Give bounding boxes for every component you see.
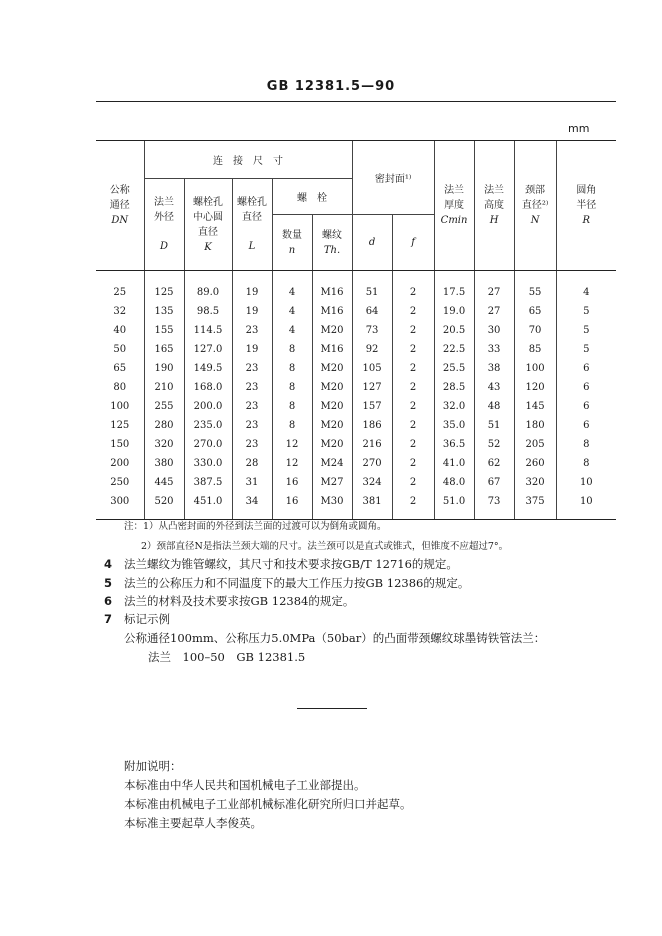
table-note-1: 注：1）从凸密封面的外径到法兰面的过渡可以为倒角或圆角。 — [124, 521, 387, 532]
clause-4: 4 法兰螺纹为锥管螺纹，其尺寸和技术要求按GB/T 12716的规定。 — [104, 557, 458, 571]
cell-thread: M16 — [312, 302, 352, 321]
cell-thickness: 51.0 — [434, 492, 474, 520]
cell-bolt-hole: 31 — [232, 473, 272, 492]
cell-seal-f: 2 — [392, 271, 434, 303]
cell-thread: M24 — [312, 454, 352, 473]
header-connection-dims: 连 接 尺 寸 — [144, 141, 352, 179]
cell-dn: 300 — [96, 492, 144, 520]
marking-example-code: 法兰 100–50 GB 12381.5 — [148, 650, 306, 664]
cell-bolt-hole: 34 — [232, 492, 272, 520]
cell-bolt-circle: 235.0 — [184, 416, 232, 435]
cell-bolt-qty: 4 — [272, 302, 312, 321]
cell-bolt-qty: 8 — [272, 340, 312, 359]
cell-height: 43 — [474, 378, 514, 397]
cell-bolt-circle: 168.0 — [184, 378, 232, 397]
cell-radius: 8 — [556, 435, 616, 454]
cell-radius: 8 — [556, 454, 616, 473]
cell-neck: 55 — [514, 271, 556, 303]
cell-thickness: 32.0 — [434, 397, 474, 416]
cell-height: 52 — [474, 435, 514, 454]
cell-radius: 5 — [556, 302, 616, 321]
cell-bolt-hole: 23 — [232, 321, 272, 340]
cell-neck: 260 — [514, 454, 556, 473]
cell-seal-f: 2 — [392, 416, 434, 435]
cell-thread: M20 — [312, 435, 352, 454]
cell-dn: 25 — [113, 287, 127, 298]
cell-thickness: 22.5 — [434, 340, 474, 359]
cell-neck: 375 — [514, 492, 556, 520]
section-divider — [297, 708, 367, 709]
cell-flange-od: 445 — [144, 473, 184, 492]
header-dn: 公称 通径 DN — [96, 141, 144, 271]
cell-seal-d: 105 — [352, 359, 392, 378]
cell-bolt-qty: 8 — [272, 397, 312, 416]
clause-6: 6 法兰的材料及技术要求按GB 12384的规定。 — [104, 594, 355, 608]
table-row — [96, 473, 616, 492]
cell-thickness: 36.5 — [434, 435, 474, 454]
cell-neck: 70 — [514, 321, 556, 340]
additional-note-line: 本标准由中华人民共和国机械电子工业部提出。 — [124, 778, 366, 792]
header-neck-diameter: 颈部 直径²⁾ N — [514, 141, 556, 271]
cell-bolt-hole: 23 — [232, 378, 272, 397]
standard-number: GB 12381.5—90 — [266, 79, 396, 94]
table-row — [96, 492, 616, 520]
cell-bolt-circle: 149.5 — [184, 359, 232, 378]
header-bolt-hole: 螺栓孔 直径 L — [232, 179, 272, 271]
cell-height: 48 — [474, 397, 514, 416]
cell-thickness: 48.0 — [434, 473, 474, 492]
table-row — [96, 359, 616, 378]
table-row — [96, 302, 616, 321]
header-seal-f: f — [392, 215, 434, 271]
cell-neck: 320 — [514, 473, 556, 492]
cell-thickness: 28.5 — [434, 378, 474, 397]
cell-thread: M30 — [312, 492, 352, 520]
unit-label: mm — [568, 122, 590, 135]
cell-thickness: 19.0 — [434, 302, 474, 321]
cell-neck: 65 — [514, 302, 556, 321]
cell-radius: 6 — [556, 416, 616, 435]
cell-seal-d: 381 — [352, 492, 392, 520]
header-bolt: 螺 栓 — [272, 179, 352, 215]
cell-height: 51 — [474, 416, 514, 435]
header-sealing-face: 密封面¹⁾ — [352, 141, 434, 215]
cell-seal-d: 270 — [352, 454, 392, 473]
cell-thickness: 35.0 — [434, 416, 474, 435]
cell-flange-od: 190 — [144, 359, 184, 378]
table-row — [96, 340, 616, 359]
cell-seal-f: 2 — [392, 359, 434, 378]
cell-flange-od: 520 — [144, 492, 184, 520]
cell-bolt-hole: 19 — [232, 271, 272, 303]
additional-note-line: 本标准主要起草人李俊英。 — [124, 816, 262, 830]
cell-neck: 100 — [514, 359, 556, 378]
cell-seal-f: 2 — [392, 340, 434, 359]
cell-bolt-qty: 8 — [272, 378, 312, 397]
cell-flange-od: 155 — [144, 321, 184, 340]
cell-radius: 6 — [556, 378, 616, 397]
cell-bolt-circle: 451.0 — [184, 492, 232, 520]
cell-thread: M20 — [312, 378, 352, 397]
cell-flange-od: 255 — [144, 397, 184, 416]
header-flange-thickness: 法兰 厚度 Cmin — [434, 141, 474, 271]
cell-thickness: 20.5 — [434, 321, 474, 340]
cell-thread: M20 — [312, 359, 352, 378]
cell-bolt-circle: 330.0 — [184, 454, 232, 473]
cell-neck: 205 — [514, 435, 556, 454]
cell-bolt-hole: 28 — [232, 454, 272, 473]
cell-dn: 150 — [110, 439, 130, 450]
cell-bolt-qty: 16 — [272, 492, 312, 520]
table-row — [96, 271, 616, 303]
cell-neck: 145 — [514, 397, 556, 416]
cell-seal-f: 2 — [392, 302, 434, 321]
cell-seal-f: 2 — [392, 397, 434, 416]
cell-bolt-circle: 89.0 — [184, 271, 232, 303]
cell-dn: 32 — [113, 306, 127, 317]
cell-bolt-circle: 387.5 — [184, 473, 232, 492]
cell-bolt-qty: 8 — [272, 359, 312, 378]
cell-height: 73 — [474, 492, 514, 520]
cell-radius: 6 — [556, 359, 616, 378]
flange-dimension-table — [96, 140, 616, 520]
cell-radius: 6 — [556, 397, 616, 416]
cell-thread: M16 — [312, 271, 352, 303]
cell-thickness: 41.0 — [434, 454, 474, 473]
header-seal-d: d — [352, 215, 392, 271]
cell-bolt-qty: 4 — [272, 321, 312, 340]
header-thread: 螺纹 Th. — [312, 215, 352, 271]
cell-neck: 85 — [514, 340, 556, 359]
cell-dn: 40 — [113, 325, 127, 336]
header-bolt-circle: 螺栓孔 中心圆 直径 K — [184, 179, 232, 271]
table-row — [96, 435, 616, 454]
cell-height: 30 — [474, 321, 514, 340]
cell-seal-d: 324 — [352, 473, 392, 492]
additional-notes-title: 附加说明： — [124, 759, 182, 773]
cell-seal-f: 2 — [392, 492, 434, 520]
cell-thread: M16 — [312, 340, 352, 359]
cell-dn: 200 — [110, 458, 130, 469]
cell-bolt-qty: 4 — [272, 271, 312, 303]
header-bolt-qty: 数量 n — [272, 215, 312, 271]
cell-flange-od: 165 — [144, 340, 184, 359]
cell-thread: M20 — [312, 416, 352, 435]
table-row — [96, 397, 616, 416]
cell-bolt-hole: 23 — [232, 435, 272, 454]
cell-dn: 50 — [113, 344, 127, 355]
cell-seal-d: 127 — [352, 378, 392, 397]
cell-dn: 250 — [110, 477, 130, 488]
cell-bolt-circle: 270.0 — [184, 435, 232, 454]
cell-radius: 10 — [556, 473, 616, 492]
cell-seal-f: 2 — [392, 435, 434, 454]
cell-bolt-hole: 23 — [232, 416, 272, 435]
cell-dn: 125 — [110, 420, 130, 431]
cell-bolt-circle: 200.0 — [184, 397, 232, 416]
cell-dn: 65 — [113, 363, 127, 374]
cell-seal-f: 2 — [392, 473, 434, 492]
table-row — [96, 378, 616, 397]
cell-dn: 100 — [110, 401, 130, 412]
cell-bolt-qty: 16 — [272, 473, 312, 492]
cell-flange-od: 320 — [144, 435, 184, 454]
cell-thread: M27 — [312, 473, 352, 492]
cell-bolt-qty: 8 — [272, 416, 312, 435]
cell-neck: 120 — [514, 378, 556, 397]
table-row — [96, 321, 616, 340]
cell-bolt-hole: 19 — [232, 302, 272, 321]
cell-neck: 180 — [514, 416, 556, 435]
cell-thread: M20 — [312, 397, 352, 416]
cell-bolt-hole: 23 — [232, 397, 272, 416]
header-flange-height: 法兰 高度 H — [474, 141, 514, 271]
header-flange-od: 法兰 外径 D — [144, 179, 184, 271]
cell-bolt-qty: 12 — [272, 435, 312, 454]
header-fillet-radius: 圆角 半径 R — [556, 141, 616, 271]
cell-radius: 4 — [556, 271, 616, 303]
table-note-2: 2）颈部直径N是指法兰颈大端的尺寸。法兰颈可以是直式或锥式，但锥度不应超过7°。 — [141, 541, 509, 552]
cell-thread: M20 — [312, 321, 352, 340]
cell-flange-od: 210 — [144, 378, 184, 397]
cell-flange-od: 380 — [144, 454, 184, 473]
cell-radius: 10 — [556, 492, 616, 520]
cell-seal-f: 2 — [392, 378, 434, 397]
additional-note-line: 本标准由机械电子工业部机械标准化研究所归口并起草。 — [124, 797, 412, 811]
clause-5: 5 法兰的公称压力和不同温度下的最大工作压力按GB 12386的规定。 — [104, 576, 470, 590]
cell-height: 62 — [474, 454, 514, 473]
cell-seal-d: 73 — [352, 321, 392, 340]
cell-height: 33 — [474, 340, 514, 359]
cell-seal-d: 216 — [352, 435, 392, 454]
cell-bolt-qty: 12 — [272, 454, 312, 473]
cell-thickness: 17.5 — [434, 271, 474, 303]
cell-seal-f: 2 — [392, 454, 434, 473]
clause-7: 7 标记示例 — [104, 612, 170, 626]
cell-seal-d: 92 — [352, 340, 392, 359]
cell-seal-d: 64 — [352, 302, 392, 321]
cell-flange-od: 280 — [144, 416, 184, 435]
marking-example-description: 公称通径100mm、公称压力5.0MPa（50bar）的凸面带颈螺纹球墨铸铁管法兰： — [124, 631, 546, 645]
cell-seal-f: 2 — [392, 321, 434, 340]
cell-flange-od: 135 — [144, 302, 184, 321]
cell-bolt-hole: 19 — [232, 340, 272, 359]
table-row — [96, 416, 616, 435]
cell-height: 67 — [474, 473, 514, 492]
cell-height: 27 — [474, 302, 514, 321]
cell-thickness: 25.5 — [434, 359, 474, 378]
cell-bolt-circle: 114.5 — [184, 321, 232, 340]
cell-radius: 5 — [556, 321, 616, 340]
header-rule — [96, 101, 616, 102]
cell-seal-d: 51 — [352, 271, 392, 303]
cell-bolt-hole: 23 — [232, 359, 272, 378]
cell-dn: 80 — [113, 382, 127, 393]
cell-bolt-circle: 98.5 — [184, 302, 232, 321]
cell-bolt-circle: 127.0 — [184, 340, 232, 359]
cell-seal-d: 186 — [352, 416, 392, 435]
cell-height: 38 — [474, 359, 514, 378]
cell-seal-d: 157 — [352, 397, 392, 416]
table-row — [96, 454, 616, 473]
cell-radius: 5 — [556, 340, 616, 359]
cell-height: 27 — [474, 271, 514, 303]
cell-flange-od: 125 — [144, 271, 184, 303]
